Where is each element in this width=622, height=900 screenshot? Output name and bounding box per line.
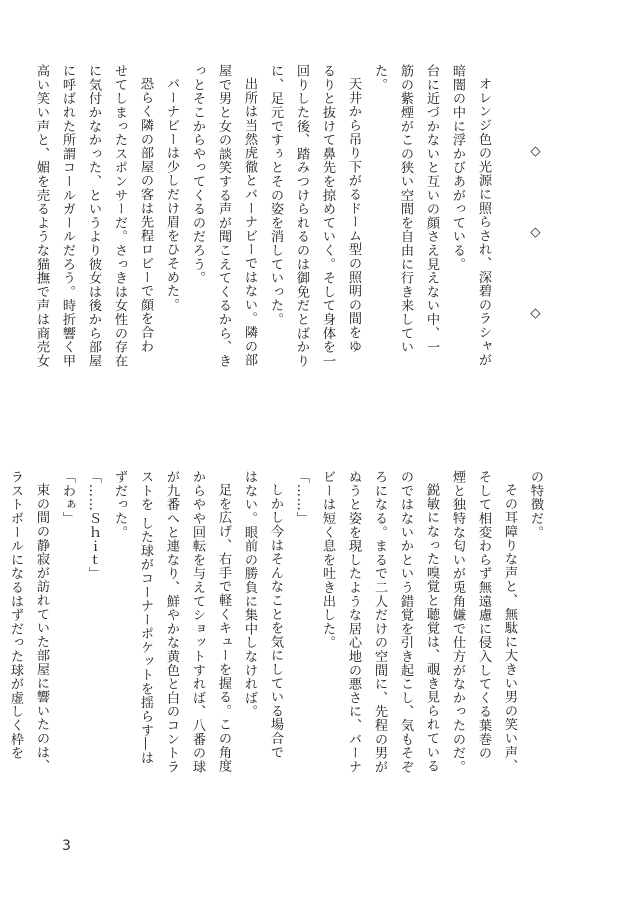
text-column: に気付かなかった、というより彼女は後から部屋 bbox=[86, 64, 101, 368]
text-column: 「わぁ」 bbox=[60, 470, 75, 526]
text-column: 束の間の静寂が訪れていた部屋に響いたのは、 bbox=[34, 483, 49, 773]
text-column: っとそこからやってくるのだろう。 bbox=[190, 64, 205, 285]
text-column: 「……」 bbox=[294, 470, 309, 526]
text-column: しかし今はそんなことを気にしている場合で bbox=[268, 483, 283, 760]
text-column bbox=[496, 64, 522, 436]
text-column: ビーは短く息を吐き出した。 bbox=[320, 470, 335, 650]
text-column: るりと抜けて鼻先を掠めていく。そして身体を一 bbox=[320, 64, 335, 368]
text-column: ぬうと姿を現したような居心地の悪さに、バーナ bbox=[346, 470, 361, 774]
text-column: 天井から吊り下がるドーム型の照明の間をゆ bbox=[346, 77, 361, 354]
text-column: からやや回転を与えてショットすれば、八番の球 bbox=[190, 470, 205, 774]
text-column: 筋の紫煙がこの狭い空間を自由に行き来してい bbox=[398, 64, 413, 354]
text-column: オレンジ色の光源に照らされ、深碧のラシャが bbox=[476, 77, 491, 367]
text-block-top bbox=[34, 64, 548, 436]
text-column: 高い笑い声と、媚を売るような猫撫で声は商売女 bbox=[34, 64, 49, 368]
text-column: バーナビーは少しだけ眉をひそめた。 bbox=[164, 77, 179, 312]
text-column: 出所は当然虎徹とバーナビーではない。隣の部 bbox=[242, 77, 257, 367]
text-column: た。 bbox=[372, 64, 387, 92]
text-column: ろになる。まるで二人だけの空間に、先程の男が bbox=[372, 470, 387, 774]
text-column: 足を広げ、右手で軽くキューを握る。この角度 bbox=[216, 483, 231, 773]
text-column: 煙と独特な匂いが兎角嫌で仕方がなかったのだ。 bbox=[450, 470, 465, 774]
text-column: に呼ばれた所謂コールガールだろう。時折響く甲 bbox=[60, 64, 75, 368]
text-column: はない。眼前の勝負に集中しなければ。 bbox=[242, 470, 257, 719]
text-column: 鋭敏になった嗅覚と聴覚は、覗き見られている bbox=[424, 483, 439, 773]
text-column: ずだった。 bbox=[112, 470, 127, 539]
text-column: の特徴だ。 bbox=[528, 470, 543, 539]
text-column: 台に近づかないと互いの顔さえ見えない中、一 bbox=[424, 64, 439, 354]
text-block-bottom bbox=[8, 470, 548, 832]
text-column: ストを した球がコーナーポケットを揺らす―は bbox=[138, 470, 153, 765]
text-column: 暗闇の中に浮かびあがっている。 bbox=[450, 64, 465, 271]
text-column: 「……Ｓｈｉｔ」 bbox=[86, 470, 101, 581]
text-column: せてしまったスポンサーだ。さっきは女性の存在 bbox=[112, 64, 127, 368]
text-column: そして相変わらず無遠慮に侵入してくる葉巻の bbox=[476, 470, 491, 760]
text-column: のではないかという錯覚を引き起こし、気もそぞ bbox=[398, 470, 413, 774]
text-column: 屋で男と女の談笑する声が聞こえてくるから、き bbox=[216, 64, 231, 368]
text-column: に、足元ですぅとその姿を消していった。 bbox=[268, 64, 283, 327]
text-column: 恐らく隣の部屋の客は先程ロビーで顔を合わ bbox=[138, 77, 153, 354]
text-column: が九番へと連なり、鮮やかな黄色と白のコントラ bbox=[164, 470, 179, 774]
text-column: その耳障りな声と、無駄に大きい男の笑い声、 bbox=[502, 483, 517, 773]
section-divider: ◇ ◇ ◇ bbox=[528, 144, 543, 321]
text-column: ラストボールになるはずだった球が虚しく枠を bbox=[8, 470, 23, 760]
page-number: 3 bbox=[62, 838, 71, 854]
text-column: 回りした後、踏みつけられるのは御免だとばかり bbox=[294, 64, 309, 368]
